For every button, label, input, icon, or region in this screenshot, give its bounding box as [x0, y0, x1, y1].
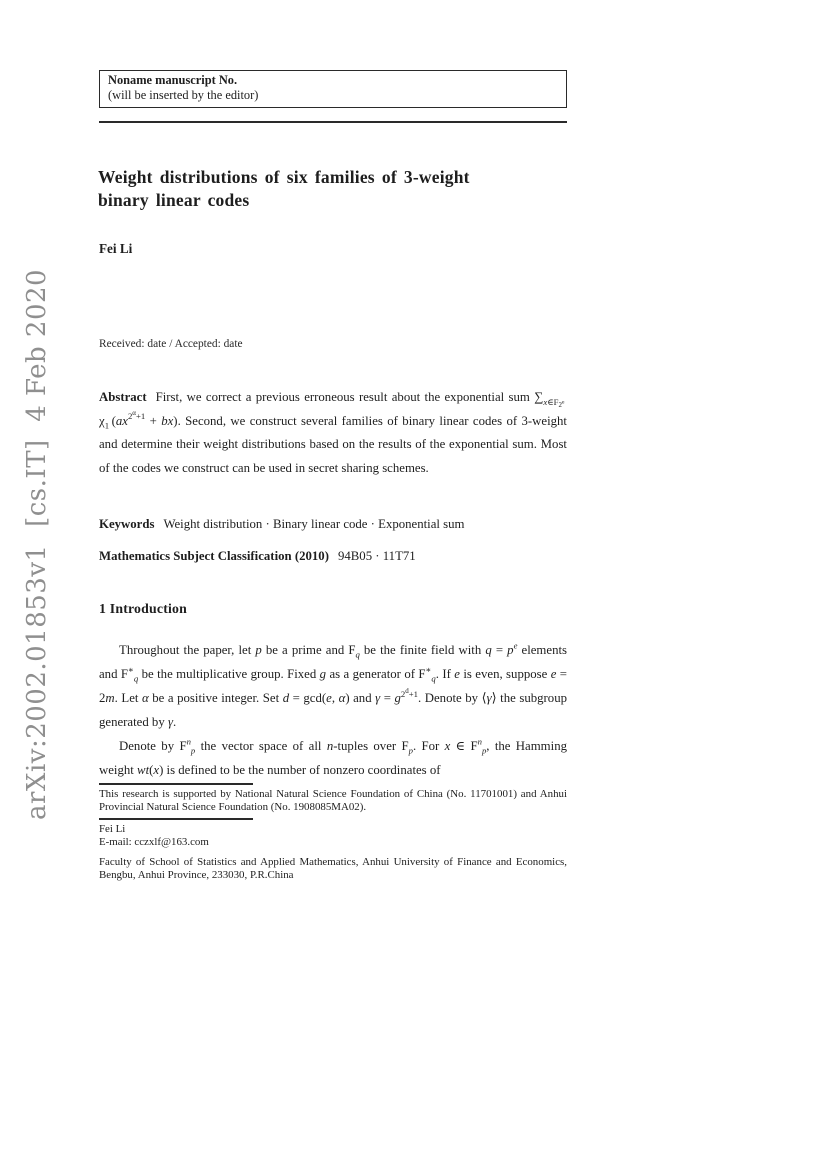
journal-header-box [99, 70, 567, 108]
abstract-label: Abstract [99, 390, 147, 404]
abstract [99, 386, 567, 480]
paper-title-line1: Weight distributions of six families of 3-weight [98, 167, 470, 187]
intro-paragraph-1: Throughout the paper, let p be a prime and $F_q$ be the finite field with $q = p^e$ elements and $F^∗_q$ be the multiplicative group. Fixed g as a generator of $F^∗_q$. If e is even, suppose e = 2m. Let α be a positive integer. Set d = gcd(e, α) and $\gamma = g^{2^d+1}$. Denote by ⟨γ⟩ the subgroup generated by γ. [99, 640, 568, 729]
paper-title-line2: binary linear codes [98, 190, 250, 210]
keywords-text: Weight distribution · Binary linear code · Exponential sum [163, 517, 465, 531]
msc-label: Mathematics Subject Classification (2010) [99, 549, 329, 563]
funding-footnote: This research is supported by National Natural Science Foundation of China (No. 11701001) and Anhui Provincial Natural Science Foundation (No. 1908085MA02). [99, 788, 567, 814]
msc-text: 94B05 · 11T71 [337, 549, 416, 563]
abstract-text: First, we correct a previous erroneous result about the exponential sum $\sum_{x\in F_{2^e}}$ $\chi_1$ $(ax^{2^\alpha+1} + bx)$. Second, we construct several families of binary linear codes of 3-weight and determine their weight distributions based on the results of the exponential sum. Most of the codes we construct can be used in secret sharing schemes. [99, 390, 567, 475]
header-rule [99, 121, 567, 123]
intro-paragraph-2: Denote by $F^n_p$ the vector space of all n-tuples over $F_p$. For x ∈ $F^n_p$, the Hamming weight wt(x) is defined to be the number of nonzero coordinates of [99, 736, 567, 777]
section-heading-introduction: 1 Introduction [99, 601, 188, 616]
msc-line [99, 549, 567, 564]
footnote-email: E-mail: cczxlf@163.com [99, 836, 209, 848]
arxiv-watermark: arXiv:2002.01853v1 [cs.IT] 4 Feb 2020 [22, 268, 52, 820]
keywords-label: Keywords [99, 517, 155, 531]
footnote-rule-mid [99, 818, 253, 820]
journal-header-line1: Noname manuscript No. [108, 73, 238, 87]
footnote-author-name: Fei Li [99, 823, 126, 835]
footnote-rule-top [99, 783, 253, 785]
paper-title [98, 166, 572, 212]
journal-header-line2: (will be inserted by the editor) [108, 88, 259, 102]
received-accepted-line: Received: date / Accepted: date [99, 338, 243, 350]
author-name: Fei Li [99, 241, 133, 256]
footnote-affiliation: Faculty of School of Statistics and Applied Mathematics, Anhui University of Finance and Economics, Bengbu, Anhui Province, 233030, P.R.China [99, 856, 567, 882]
keywords-line [99, 517, 567, 532]
